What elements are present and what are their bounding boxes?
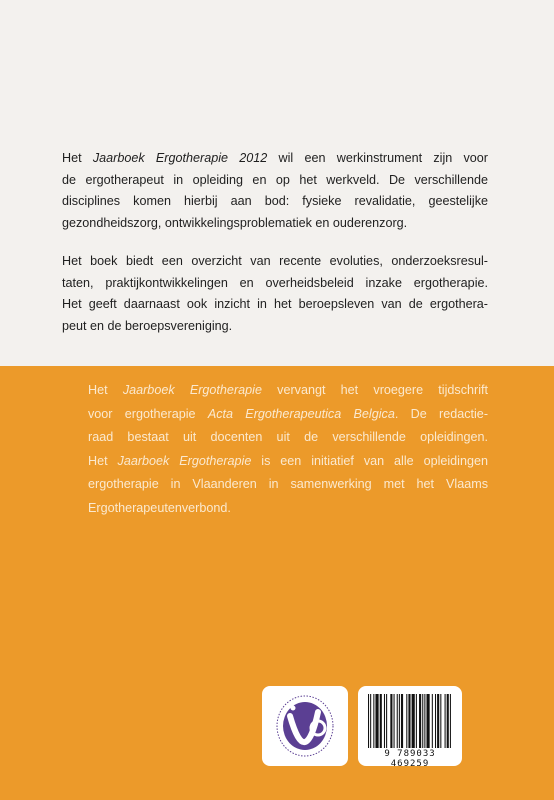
- barcode-bar: [401, 694, 403, 748]
- barcode-bar: [368, 694, 369, 748]
- barcode-bar: [416, 694, 417, 748]
- text-line: de ergotherapeut in opleiding en op het werkveld. De verschillende: [62, 172, 488, 187]
- text-line: Het geeft daarnaast ook inzicht in het beroepsleven van de ergothera-: [62, 297, 488, 311]
- barcode-bar: [435, 694, 436, 748]
- text-line: Het Jaarboek Ergotherapie 2012 wil een werkinstrument zijn voor: [62, 151, 488, 165]
- text-line: disciplines komen hierbij aan bod: fysieke revalidatie, geestelijke: [62, 194, 488, 208]
- barcode-bar: [380, 694, 382, 748]
- barcode-bar: [424, 694, 425, 748]
- publisher-logo: [262, 686, 348, 766]
- barcode-bar: [399, 694, 400, 748]
- barcode-bar: [386, 694, 387, 748]
- barcode-bar: [394, 694, 395, 748]
- barcode-bar: [412, 694, 415, 748]
- intro-paragraph-2: [62, 251, 488, 337]
- text-line: Het boek biedt een overzicht van recente evoluties, onderzoeksresul-: [62, 254, 488, 268]
- text-line: Het Jaarboek Ergotherapie vervangt het vroegere tijdschrift: [88, 383, 488, 397]
- text-line: raad bestaat uit docenten uit de verschillende opleidingen.: [88, 430, 488, 444]
- barcode-bar: [384, 694, 385, 748]
- barcode-bar: [426, 694, 429, 748]
- text-line: voor ergotherapie Acta Ergotherapeutica Belgica. De redactie-: [88, 406, 489, 421]
- barcode-bar: [422, 694, 423, 748]
- barcode-bar: [440, 694, 441, 748]
- barcode-bar: [445, 694, 446, 748]
- text-line: peut en de beroepsvereniging.: [62, 318, 233, 333]
- barcode-bar: [397, 694, 398, 748]
- barcode-bar: [370, 694, 371, 748]
- text-line: Ergotherapeutenverbond.: [88, 500, 231, 515]
- barcode-bar: [375, 694, 378, 748]
- barcode-bar: [437, 694, 439, 748]
- barcode-bar: [432, 694, 433, 748]
- isbn-number: 9 789033 469259: [384, 749, 436, 769]
- text-line: gezondheidszorg, ontwikkelingsproblematiek en ouderenzorg.: [62, 215, 408, 230]
- intro-paragraph-1: [62, 148, 488, 234]
- barcode-bar: [450, 694, 451, 748]
- text-line: ergotherapie in Vlaanderen in samenwerking met het Vlaams: [88, 477, 488, 491]
- barcode-bar: [419, 694, 421, 748]
- ve-logo-icon: [262, 686, 348, 766]
- barcode-label: [358, 686, 462, 769]
- barcode-bar: [373, 694, 374, 748]
- text-line: taten, praktijkontwikkelingen en overheidsbeleid inzake ergotherapie.: [62, 275, 488, 290]
- barcode-bar: [447, 694, 449, 748]
- orange-paragraph: [88, 379, 488, 520]
- barcode-icon: [368, 694, 452, 748]
- barcode-bar: [408, 694, 410, 748]
- barcode-bar: [406, 694, 407, 748]
- barcode-bar: [390, 694, 392, 748]
- text-line: Het Jaarboek Ergotherapie is een initiatief van alle opleidingen: [88, 453, 488, 468]
